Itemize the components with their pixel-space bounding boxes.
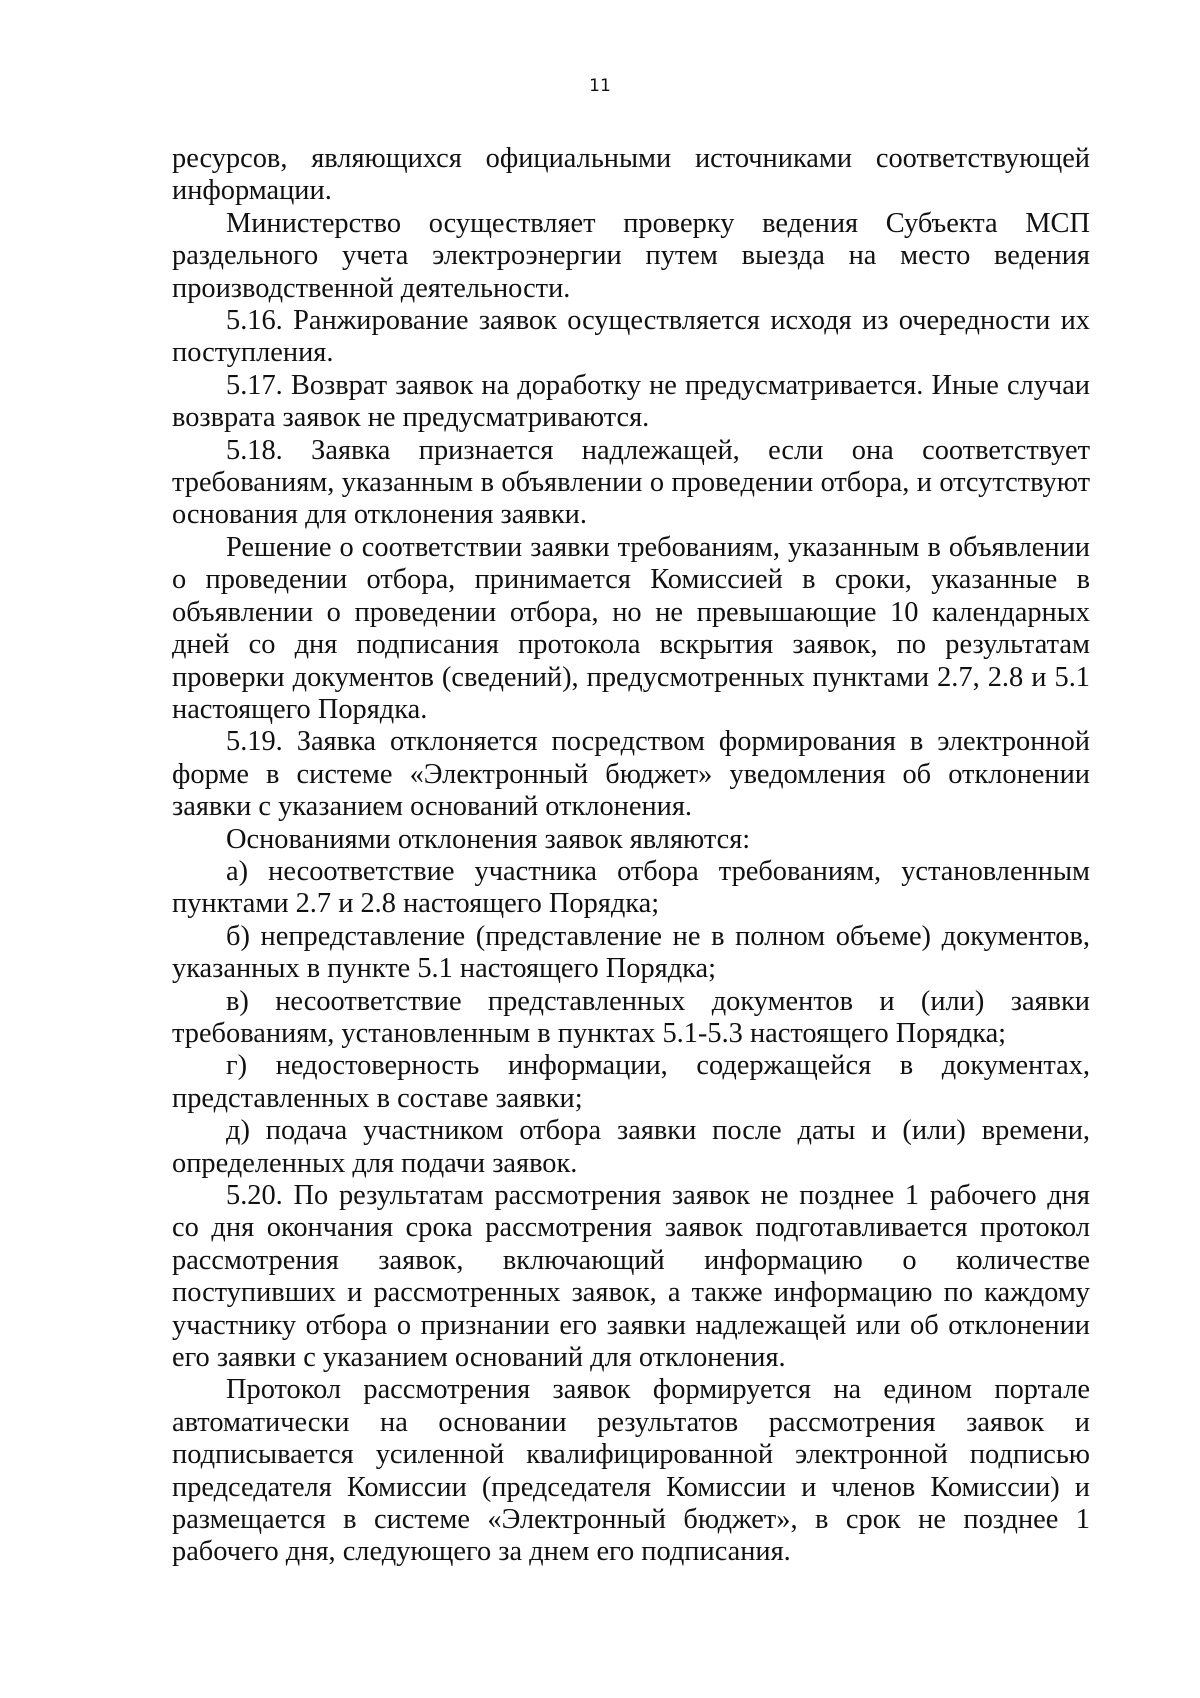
paragraph-decision: Решение о соответствии заявки требованиям, указанным в объявлении о проведении отбора, принимается Комиссией в сроки, указанные в объявлении о проведении отбора, но не превышающие 10 календарных дней со дня подписания протокола вскрытия заявок, по результатам проверки документов (сведений), предусмотренных пунктами 2.7, 2.8 и 5.1 настоящего Порядка. bbox=[172, 531, 1090, 725]
paragraph-protocol: Протокол рассмотрения заявок формируется на едином портале автоматически на основании результатов рассмотрения заявок и подписывается усиленной квалифицированной электронной подписью председателя Комиссии (председателя Комиссии и членов Комиссии) и размещается в системе «Электронный бюджет», в срок не позднее 1 рабочего дня, следующего за днем его подписания. bbox=[172, 1374, 1090, 1568]
page-number: 11 bbox=[589, 76, 611, 96]
paragraph-continuation: ресурсов, являющихся официальными источниками соответствующей информации. bbox=[172, 143, 1090, 207]
document-body bbox=[172, 143, 1090, 1569]
list-item-v: в) несоответствие представленных документов и (или) заявки требованиям, установленным в пунктах 5.1-5.3 настоящего Порядка; bbox=[172, 985, 1090, 1049]
list-item-a: а) несоответствие участника отбора требованиям, установленным пунктами 2.7 и 2.8 настоящего Порядка; bbox=[172, 855, 1090, 920]
paragraph-5-20: 5.20. По результатам рассмотрения заявок не позднее 1 рабочего дня со дня окончания срока рассмотрения заявок подготавливается протокол рассмотрения заявок, включающий информацию о количестве поступивших и рассмотренных заявок, а также информацию по каждому участнику отбора о признании его заявки надлежащей или об отклонении его заявки с указанием оснований для отклонения. bbox=[172, 1180, 1090, 1374]
list-item-g: г) недостоверность информации, содержащейся в документах, представленных в составе заявки; bbox=[172, 1050, 1090, 1114]
paragraph-5-18: 5.18. Заявка признается надлежащей, если она соответствует требованиям, указанным в объявлении о проведении отбора, и отсутствуют основания для отклонения заявки. bbox=[172, 434, 1090, 531]
paragraph-ministry-check: Министерство осуществляет проверку ведения Субъекта МСП раздельного учета электроэнергии путем выезда на место ведения производственной деятельности. bbox=[172, 207, 1090, 304]
paragraph-5-16: 5.16. Ранжирование заявок осуществляется исходя из очередности их поступления. bbox=[172, 305, 1090, 369]
list-item-b: б) непредставление (представление не в полном объеме) документов, указанных в пункте 5.1 настоящего Порядка; bbox=[172, 920, 1090, 985]
list-item-d: д) подача участником отбора заявки после даты и (или) времени, определенных для подачи заявок. bbox=[172, 1115, 1090, 1179]
paragraph-5-17: 5.17. Возврат заявок на доработку не предусматривается. Иные случаи возврата заявок не предусматриваются. bbox=[172, 369, 1090, 434]
paragraph-grounds-heading: Основаниями отклонения заявок являются: bbox=[226, 823, 751, 855]
paragraph-5-19: 5.19. Заявка отклоняется посредством формирования в электронной форме в системе «Электронный бюджет» уведомления об отклонении заявки с указанием оснований отклонения. bbox=[172, 726, 1090, 823]
